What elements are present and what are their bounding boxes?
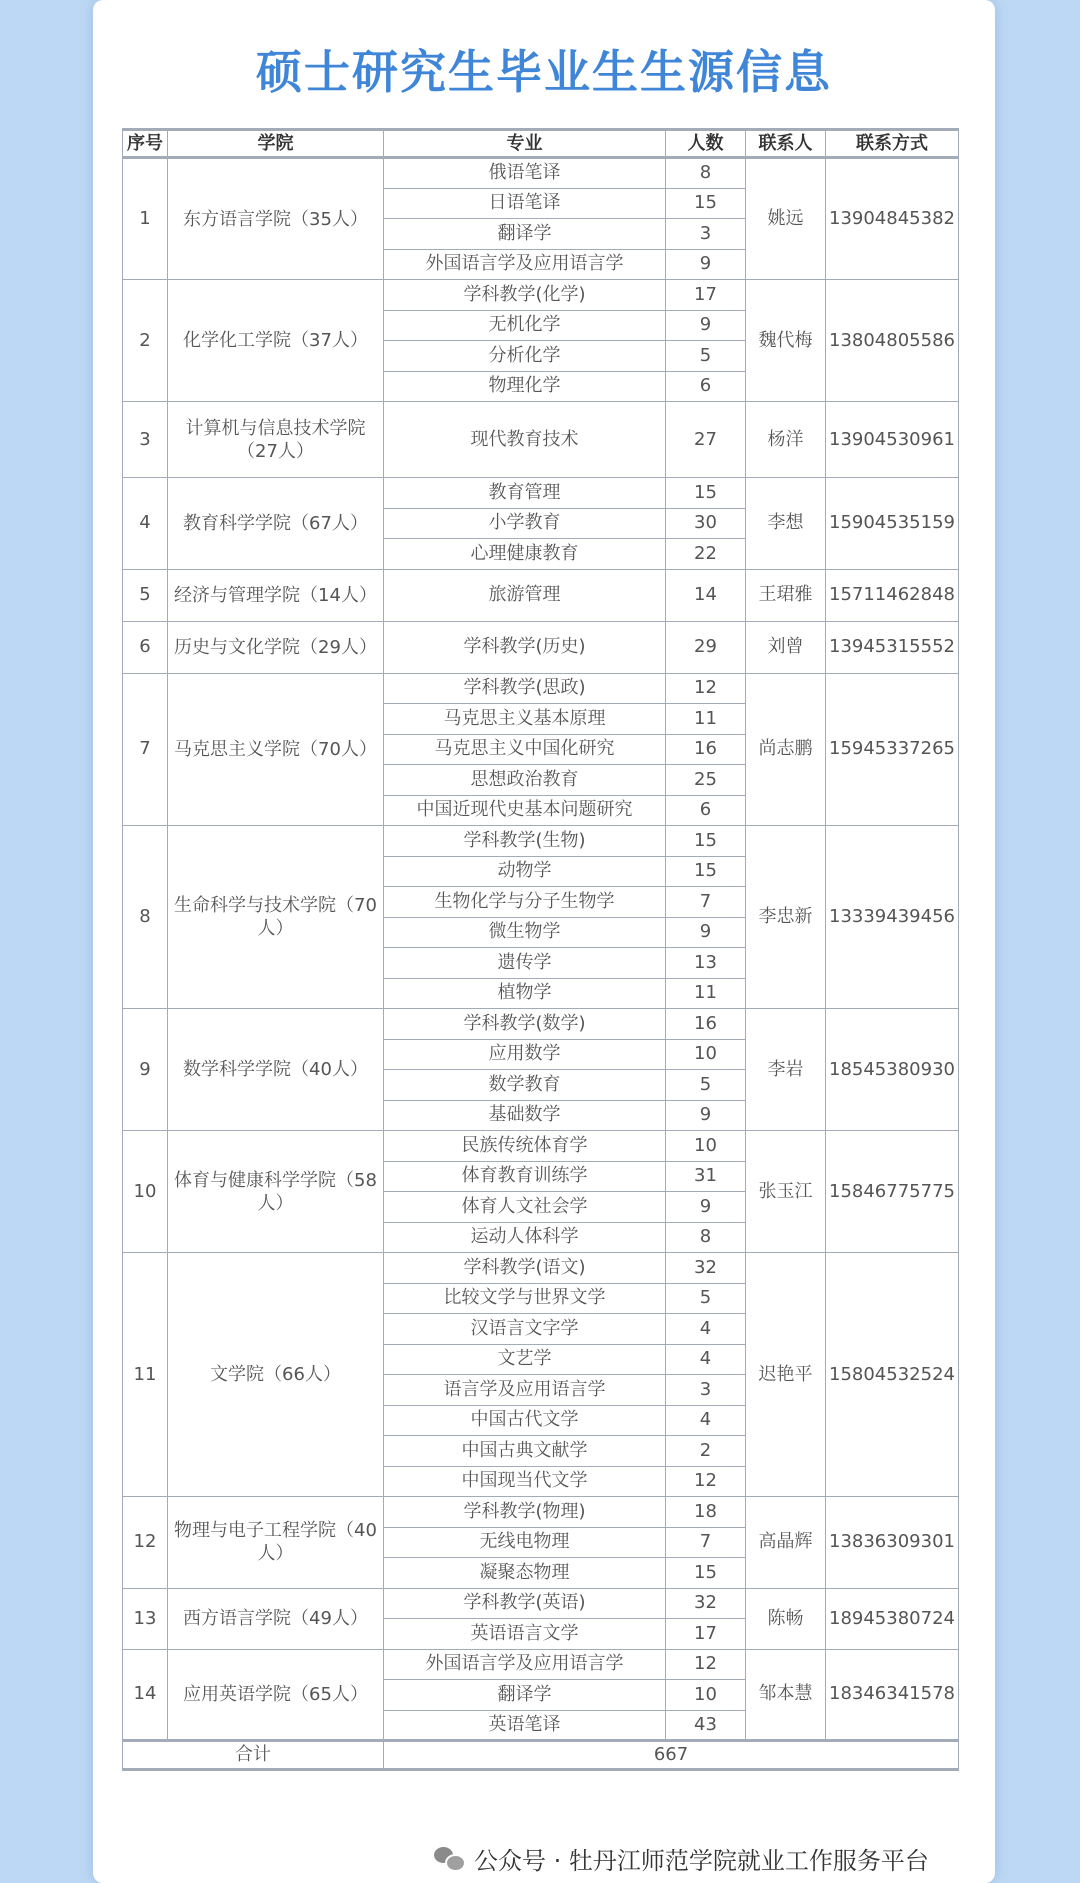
- major-name: 比较文学与世界文学: [384, 1283, 666, 1314]
- major-name: 小学教育: [384, 508, 666, 539]
- major-count: 6: [666, 795, 746, 826]
- contact-name: 李岩: [746, 1009, 826, 1131]
- major-name: 教育管理: [384, 478, 666, 509]
- contact-name: 迟艳平: [746, 1253, 826, 1497]
- row-index: 11: [123, 1253, 168, 1497]
- major-count: 32: [666, 1588, 746, 1619]
- table-header-row: [123, 130, 959, 158]
- major-count: 7: [666, 887, 746, 918]
- major-count: 32: [666, 1253, 746, 1284]
- major-name: 英语笔译: [384, 1710, 666, 1741]
- wechat-icon: [434, 1845, 464, 1871]
- total-row: [123, 1741, 959, 1770]
- major-name: 心理健康教育: [384, 539, 666, 570]
- major-name: 无线电物理: [384, 1527, 666, 1558]
- major-count: 4: [666, 1405, 746, 1436]
- contact-name: 魏代梅: [746, 280, 826, 402]
- major-count: 9: [666, 310, 746, 341]
- row-index: 9: [123, 1009, 168, 1131]
- row-index: 7: [123, 673, 168, 826]
- major-name: 无机化学: [384, 310, 666, 341]
- major-count: 14: [666, 569, 746, 621]
- row-index: 10: [123, 1131, 168, 1253]
- major-name: 中国现当代文学: [384, 1466, 666, 1497]
- contact-phone: 13339439456: [826, 826, 959, 1009]
- major-count: 8: [666, 158, 746, 189]
- major-count: 4: [666, 1314, 746, 1345]
- contact-phone: 13804805586: [826, 280, 959, 402]
- major-name: 学科教学(数学): [384, 1009, 666, 1040]
- major-name: 运动人体科学: [384, 1222, 666, 1253]
- major-count: 15: [666, 1558, 746, 1589]
- major-count: 5: [666, 341, 746, 372]
- contact-phone: 15846775775: [826, 1131, 959, 1253]
- major-name: 日语笔译: [384, 188, 666, 219]
- college-name: 西方语言学院（49人）: [168, 1588, 384, 1649]
- major-name: 马克思主义中国化研究: [384, 734, 666, 765]
- major-count: 15: [666, 188, 746, 219]
- major-name: 学科教学(语文): [384, 1253, 666, 1284]
- major-name: 翻译学: [384, 219, 666, 250]
- major-name: 翻译学: [384, 1680, 666, 1711]
- contact-phone: 13904530961: [826, 402, 959, 478]
- row-index: 2: [123, 280, 168, 402]
- major-count: 2: [666, 1436, 746, 1467]
- major-name: 旅游管理: [384, 569, 666, 621]
- major-name: 生物化学与分子生物学: [384, 887, 666, 918]
- major-count: 9: [666, 917, 746, 948]
- major-count: 27: [666, 402, 746, 478]
- major-count: 3: [666, 1375, 746, 1406]
- major-count: 5: [666, 1283, 746, 1314]
- college-name: 马克思主义学院（70人）: [168, 673, 384, 826]
- contact-phone: 18545380930: [826, 1009, 959, 1131]
- college-name: 物理与电子工程学院（40人）: [168, 1497, 384, 1589]
- table-row: [123, 280, 959, 311]
- college-name: 体育与健康科学学院（58人）: [168, 1131, 384, 1253]
- college-name: 数学科学学院（40人）: [168, 1009, 384, 1131]
- contact-name: 刘曾: [746, 621, 826, 673]
- major-name: 学科教学(历史): [384, 621, 666, 673]
- major-count: 9: [666, 1192, 746, 1223]
- major-name: 民族传统体育学: [384, 1131, 666, 1162]
- college-name: 化学化工学院（37人）: [168, 280, 384, 402]
- major-count: 29: [666, 621, 746, 673]
- row-index: 5: [123, 569, 168, 621]
- major-count: 43: [666, 1710, 746, 1741]
- header-college: 学院: [168, 130, 384, 158]
- major-count: 9: [666, 249, 746, 280]
- table-row: [123, 826, 959, 857]
- table-row: [123, 1131, 959, 1162]
- contact-phone: 15804532524: [826, 1253, 959, 1497]
- major-name: 体育人文社会学: [384, 1192, 666, 1223]
- major-count: 8: [666, 1222, 746, 1253]
- major-name: 学科教学(生物): [384, 826, 666, 857]
- major-name: 植物学: [384, 978, 666, 1009]
- major-name: 动物学: [384, 856, 666, 887]
- major-count: 6: [666, 371, 746, 402]
- college-name: 计算机与信息技术学院（27人）: [168, 402, 384, 478]
- header-contact: 联系人: [746, 130, 826, 158]
- contact-name: 尚志鹏: [746, 673, 826, 826]
- major-count: 10: [666, 1039, 746, 1070]
- major-name: 语言学及应用语言学: [384, 1375, 666, 1406]
- major-name: 现代教育技术: [384, 402, 666, 478]
- major-name: 思想政治教育: [384, 765, 666, 796]
- major-name: 俄语笔译: [384, 158, 666, 189]
- table-row: [123, 1497, 959, 1528]
- header-major: 专业: [384, 130, 666, 158]
- major-count: 12: [666, 673, 746, 704]
- major-name: 数学教育: [384, 1070, 666, 1101]
- major-count: 15: [666, 856, 746, 887]
- major-count: 5: [666, 1070, 746, 1101]
- major-name: 学科教学(思政): [384, 673, 666, 704]
- contact-name: 李忠新: [746, 826, 826, 1009]
- table-row: [123, 1588, 959, 1619]
- major-count: 30: [666, 508, 746, 539]
- major-name: 中国古典文献学: [384, 1436, 666, 1467]
- table-body: [123, 158, 959, 1741]
- major-count: 15: [666, 826, 746, 857]
- contact-phone: 18945380724: [826, 1588, 959, 1649]
- major-name: 英语语言文学: [384, 1619, 666, 1650]
- header-index: 序号: [123, 130, 168, 158]
- row-index: 12: [123, 1497, 168, 1589]
- row-index: 13: [123, 1588, 168, 1649]
- watermark-text: 公众号 · 牡丹江师范学院就业工作服务平台: [474, 1846, 929, 1875]
- college-name: 东方语言学院（35人）: [168, 158, 384, 280]
- contact-name: 王珺雅: [746, 569, 826, 621]
- page-title: 硕士研究生毕业生生源信息: [256, 45, 832, 99]
- major-count: 12: [666, 1649, 746, 1680]
- contact-phone: 15711462848: [826, 569, 959, 621]
- table-row: [123, 1009, 959, 1040]
- table-row: [123, 569, 959, 621]
- major-count: 11: [666, 978, 746, 1009]
- major-name: 学科教学(英语): [384, 1588, 666, 1619]
- major-count: 18: [666, 1497, 746, 1528]
- contact-name: 杨洋: [746, 402, 826, 478]
- contact-phone: 15904535159: [826, 478, 959, 570]
- major-count: 15: [666, 478, 746, 509]
- row-index: 3: [123, 402, 168, 478]
- contact-name: 陈畅: [746, 1588, 826, 1649]
- row-index: 8: [123, 826, 168, 1009]
- contact-phone: 13904845382: [826, 158, 959, 280]
- table-row: [123, 673, 959, 704]
- major-name: 物理化学: [384, 371, 666, 402]
- table-row: [123, 621, 959, 673]
- row-index: 6: [123, 621, 168, 673]
- contact-name: 张玉江: [746, 1131, 826, 1253]
- major-count: 25: [666, 765, 746, 796]
- row-index: 1: [123, 158, 168, 280]
- major-name: 中国古代文学: [384, 1405, 666, 1436]
- contact-name: 邹本慧: [746, 1649, 826, 1741]
- major-count: 12: [666, 1466, 746, 1497]
- college-name: 经济与管理学院（14人）: [168, 569, 384, 621]
- major-name: 体育教育训练学: [384, 1161, 666, 1192]
- major-name: 学科教学(物理): [384, 1497, 666, 1528]
- major-count: 3: [666, 219, 746, 250]
- major-count: 16: [666, 1009, 746, 1040]
- table-row: [123, 478, 959, 509]
- major-name: 遗传学: [384, 948, 666, 979]
- major-count: 17: [666, 1619, 746, 1650]
- table-row: [123, 1649, 959, 1680]
- major-name: 凝聚态物理: [384, 1558, 666, 1589]
- header-count: 人数: [666, 130, 746, 158]
- major-name: 中国近现代史基本问题研究: [384, 795, 666, 826]
- major-count: 11: [666, 704, 746, 735]
- college-name: 教育科学学院（67人）: [168, 478, 384, 570]
- contact-phone: 13945315552: [826, 621, 959, 673]
- graduate-source-table: [122, 128, 959, 1771]
- major-name: 外国语言学及应用语言学: [384, 249, 666, 280]
- major-name: 分析化学: [384, 341, 666, 372]
- major-count: 4: [666, 1344, 746, 1375]
- total-value: 667: [384, 1741, 959, 1770]
- college-name: 历史与文化学院（29人）: [168, 621, 384, 673]
- contact-phone: 18346341578: [826, 1649, 959, 1741]
- contact-name: 李想: [746, 478, 826, 570]
- major-count: 10: [666, 1680, 746, 1711]
- row-index: 14: [123, 1649, 168, 1741]
- major-name: 文艺学: [384, 1344, 666, 1375]
- major-count: 7: [666, 1527, 746, 1558]
- major-count: 17: [666, 280, 746, 311]
- table-row: [123, 158, 959, 189]
- watermark: [434, 1842, 1044, 1874]
- contact-name: 高晶辉: [746, 1497, 826, 1589]
- contact-phone: 15945337265: [826, 673, 959, 826]
- table-row: [123, 1253, 959, 1284]
- major-count: 13: [666, 948, 746, 979]
- major-count: 10: [666, 1131, 746, 1162]
- major-count: 22: [666, 539, 746, 570]
- total-label: 合计: [123, 1741, 384, 1770]
- contact-phone: 13836309301: [826, 1497, 959, 1589]
- header-phone: 联系方式: [826, 130, 959, 158]
- row-index: 4: [123, 478, 168, 570]
- major-count: 31: [666, 1161, 746, 1192]
- college-name: 文学院（66人）: [168, 1253, 384, 1497]
- major-count: 9: [666, 1100, 746, 1131]
- major-name: 马克思主义基本原理: [384, 704, 666, 735]
- major-name: 汉语言文字学: [384, 1314, 666, 1345]
- college-name: 应用英语学院（65人）: [168, 1649, 384, 1741]
- major-name: 学科教学(化学): [384, 280, 666, 311]
- major-name: 外国语言学及应用语言学: [384, 1649, 666, 1680]
- table-row: [123, 402, 959, 478]
- college-name: 生命科学与技术学院（70人）: [168, 826, 384, 1009]
- major-name: 应用数学: [384, 1039, 666, 1070]
- major-name: 基础数学: [384, 1100, 666, 1131]
- contact-name: 姚远: [746, 158, 826, 280]
- major-count: 16: [666, 734, 746, 765]
- major-name: 微生物学: [384, 917, 666, 948]
